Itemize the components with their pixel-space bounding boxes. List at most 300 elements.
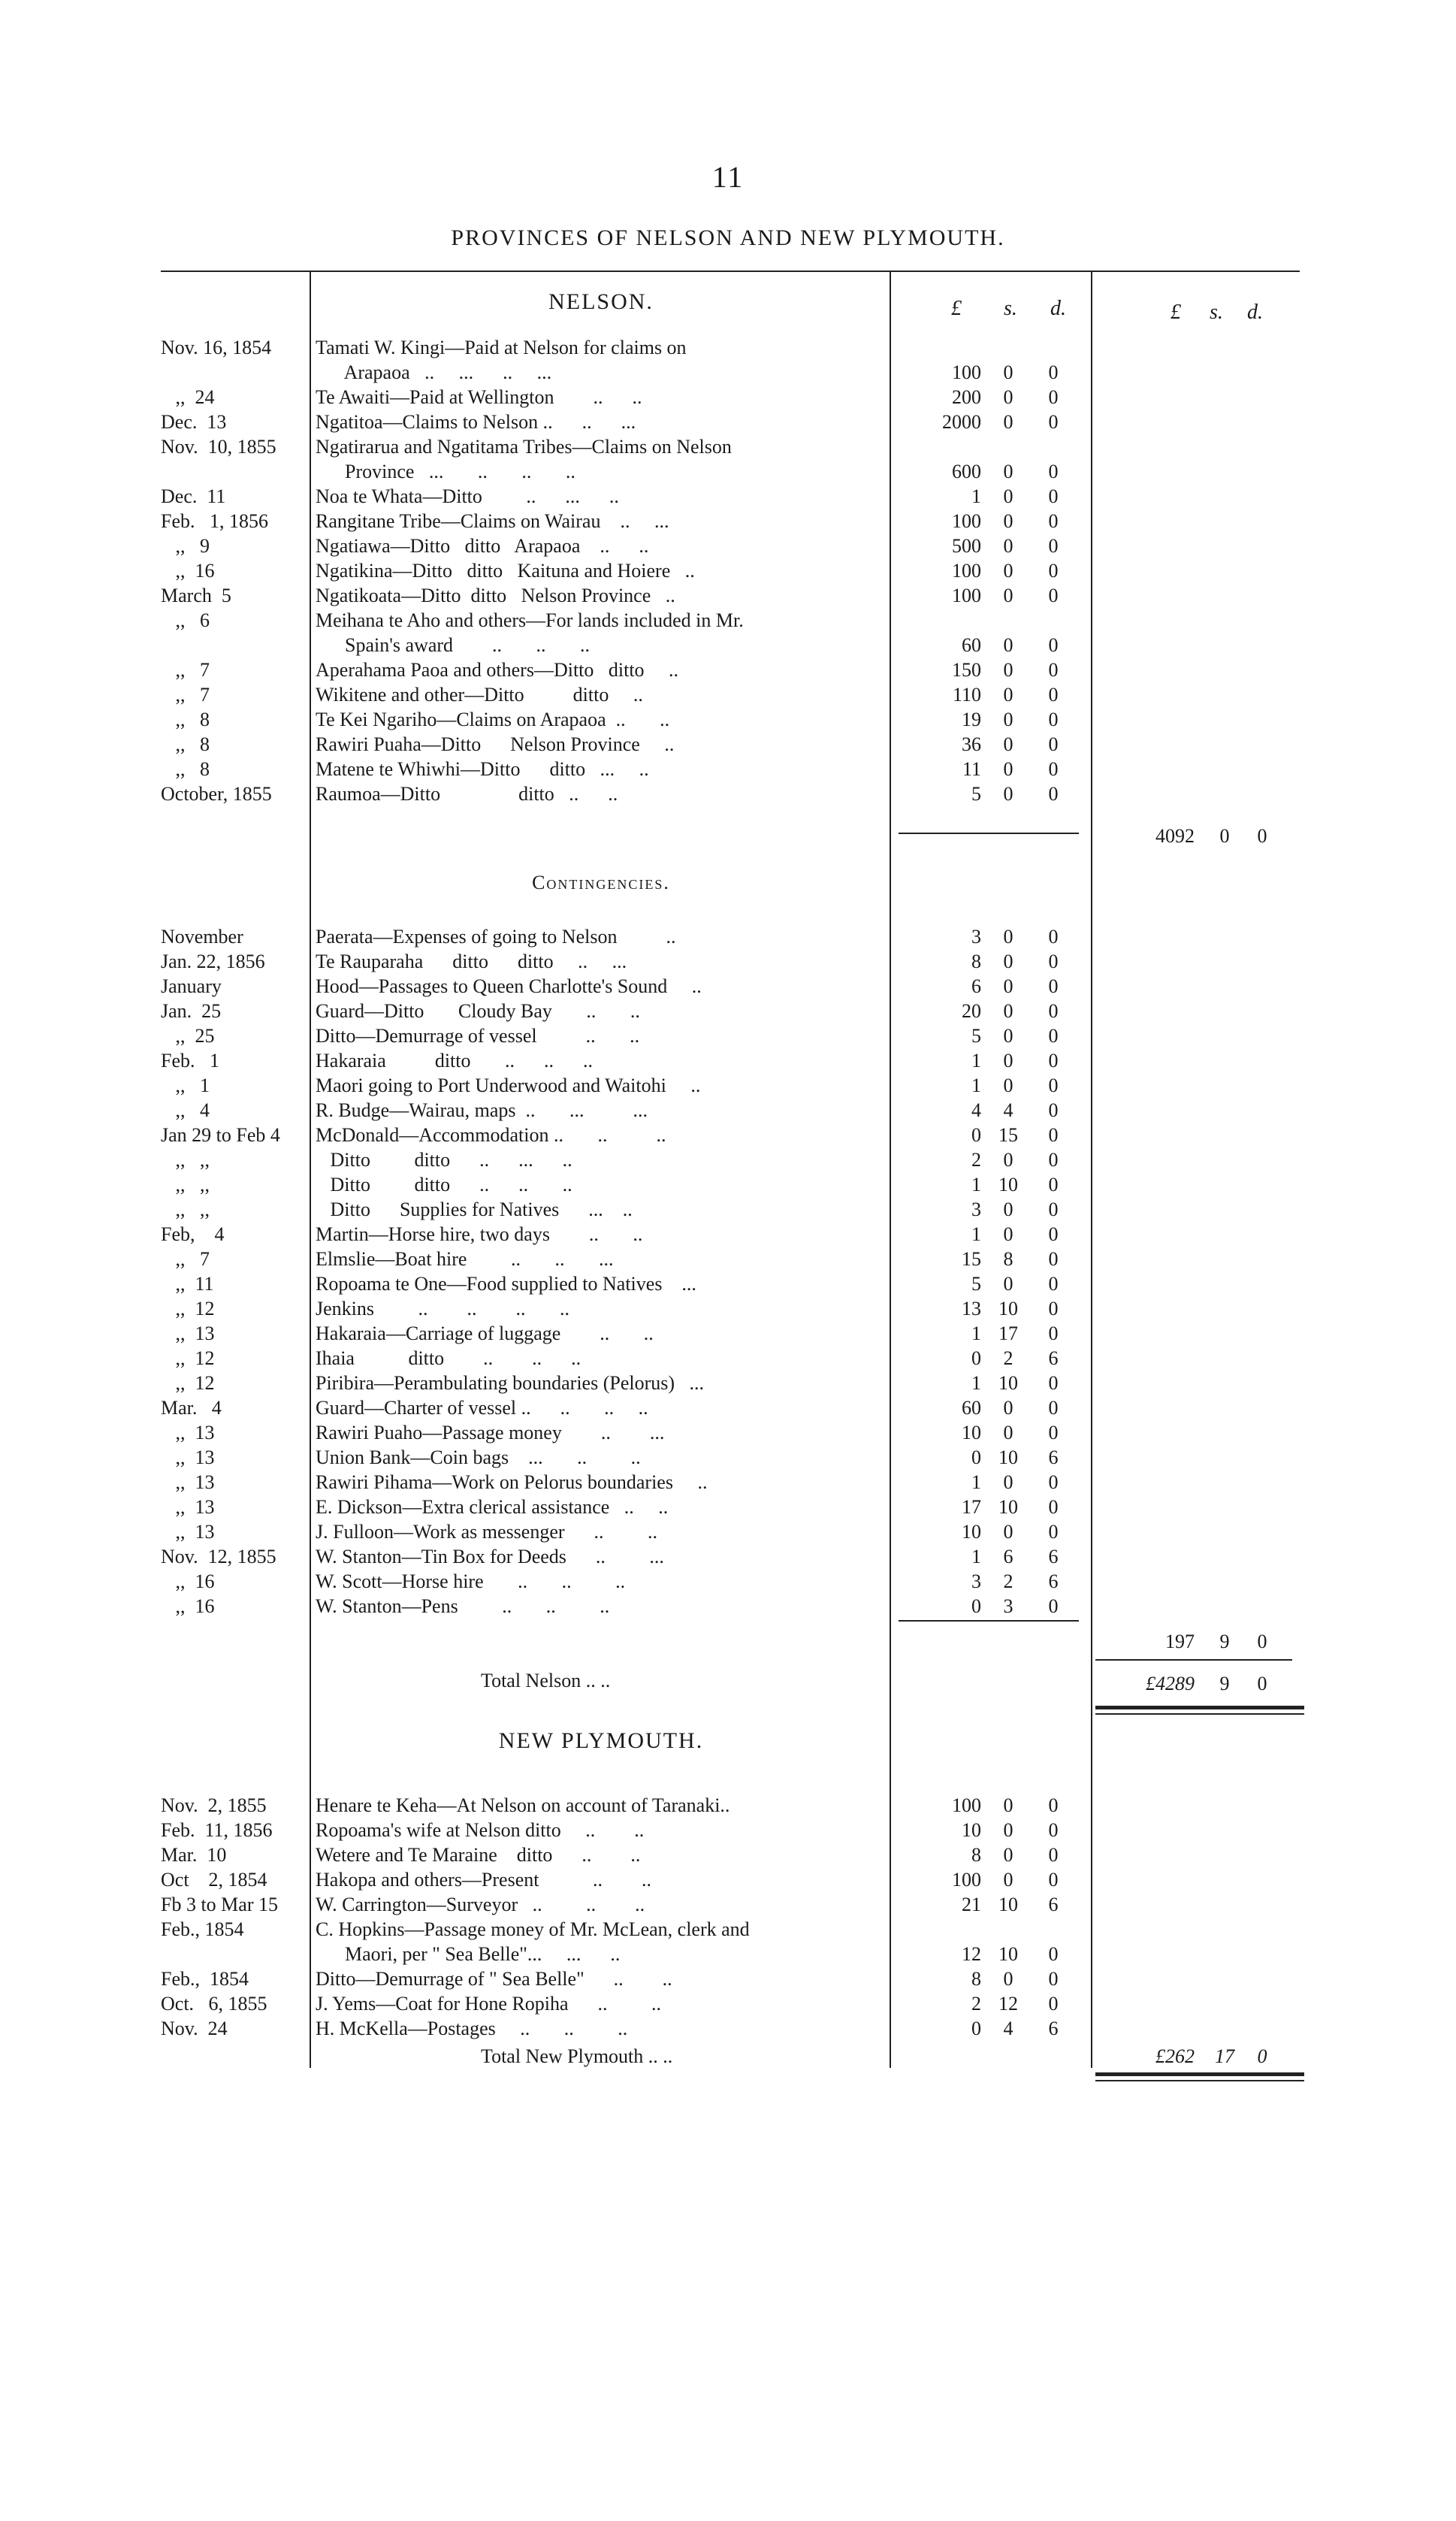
contingency-row-shillings: 0 [1003, 951, 1013, 972]
nelson-row-date: October, 1855 [161, 783, 272, 805]
contingency-row-shillings: 0 [1003, 1000, 1013, 1022]
contingency-row-shillings: 3 [1003, 1595, 1013, 1617]
contingency-row-pounds: 20 [962, 1000, 981, 1022]
contingency-row-shillings: 15 [998, 1124, 1018, 1146]
page-title: PROVINCES OF NELSON AND NEW PLYMOUTH. [451, 225, 1005, 250]
contingency-row-pence: 0 [1048, 1149, 1059, 1171]
header-pound: £ [951, 297, 962, 320]
total-new-plymouth-double-rule [1095, 2072, 1304, 2076]
contingency-row-pence: 6 [1048, 1570, 1059, 1592]
nelson-row-pounds: 60 [962, 634, 981, 656]
nelson-row-date: ,, 8 [161, 709, 210, 730]
nelson-row-shillings: 0 [1003, 783, 1013, 805]
nelson-row-pounds: 100 [952, 361, 981, 383]
contingency-row-date: ,, 16 [161, 1570, 215, 1592]
nelson-row-shillings: 0 [1003, 634, 1013, 656]
new-plymouth-row-pounds: 12 [962, 1943, 981, 1965]
nelson-row-pence: 0 [1048, 634, 1059, 656]
contingency-row-pence: 0 [1048, 1273, 1059, 1295]
contingency-row-shillings: 0 [1003, 1397, 1013, 1419]
nelson-row-pounds: 100 [952, 585, 981, 606]
new-plymouth-row-date: Feb. 11, 1856 [161, 1819, 273, 1841]
new-plymouth-row-pence: 0 [1048, 1844, 1059, 1866]
contingency-row-date: Feb. 1 [161, 1050, 219, 1072]
table-top-rule [161, 271, 1300, 272]
contingency-row-shillings: 0 [1003, 1471, 1013, 1493]
contingency-row-date: Feb, 4 [161, 1223, 225, 1245]
nelson-row-description: Spain's award .. .. .. [316, 634, 591, 656]
new-plymouth-row-description: Ditto—Demurrage of " Sea Belle" .. .. [316, 1968, 672, 1990]
contingency-row-date: ,, 13 [161, 1521, 215, 1543]
contingency-row-pence: 0 [1048, 1099, 1059, 1121]
header-total-pound: £ [1171, 301, 1181, 324]
contingency-row-pounds: 5 [971, 1025, 981, 1047]
contingency-row-description: Jenkins .. .. .. .. [316, 1298, 569, 1319]
nelson-row-pence: 0 [1048, 361, 1059, 383]
nelson-subtotal-shillings: 0 [1219, 825, 1230, 847]
contingency-row-pounds: 1 [971, 1174, 981, 1196]
contingency-row-pounds: 60 [962, 1397, 981, 1419]
nelson-row-shillings: 0 [1003, 485, 1013, 507]
total-nelson-top-rule [1095, 1659, 1292, 1661]
contingency-row-pounds: 8 [971, 951, 981, 972]
contingency-row-pence: 0 [1048, 1521, 1059, 1543]
nelson-row-pence: 0 [1048, 758, 1059, 780]
contingency-row-pence: 0 [1048, 975, 1059, 997]
contingency-row-date: Jan. 25 [161, 1000, 222, 1022]
contingency-row-description: Paerata—Expenses of going to Nelson .. [316, 926, 676, 948]
contingency-row-pounds: 1 [971, 1471, 981, 1493]
new-plymouth-row-pounds: 8 [971, 1844, 981, 1866]
nelson-row-date: March 5 [161, 585, 231, 606]
new-plymouth-row-pence: 0 [1048, 1819, 1059, 1841]
nelson-row-description: Rawiri Puaha—Ditto Nelson Province .. [316, 733, 675, 755]
new-plymouth-row-date: Nov. 24 [161, 2018, 228, 2039]
contingency-row-date: ,, 13 [161, 1496, 215, 1518]
contingency-row-pounds: 0 [971, 1446, 981, 1468]
contingency-row-description: McDonald—Accommodation .. .. .. [316, 1124, 666, 1146]
nelson-row-description: Province ... .. .. .. [316, 461, 575, 482]
new-plymouth-row-date: Feb., 1854 [161, 1968, 249, 1990]
nelson-row-pence: 0 [1048, 485, 1059, 507]
contingencies-amount-rule [899, 1620, 1079, 1622]
contingency-row-pounds: 1 [971, 1050, 981, 1072]
new-plymouth-row-pence: 0 [1048, 1794, 1059, 1816]
nelson-row-date: Dec. 13 [161, 411, 227, 433]
new-plymouth-row-description: W. Carrington—Surveyor .. .. .. [316, 1894, 645, 1915]
total-nelson-pounds: £4289 [1146, 1673, 1195, 1694]
contingency-row-date: ,, ,, [161, 1199, 210, 1220]
total-nelson-double-rule-2 [1095, 1713, 1304, 1715]
contingency-row-date: ,, 13 [161, 1322, 215, 1344]
contingency-row-date: ,, 12 [161, 1298, 215, 1319]
contingency-row-shillings: 10 [998, 1174, 1018, 1196]
contingency-row-pence: 0 [1048, 1124, 1059, 1146]
contingency-row-description: Union Bank—Coin bags ... .. .. [316, 1446, 641, 1468]
divider-amounts-totals [1091, 272, 1092, 2068]
new-plymouth-row-pence: 6 [1048, 2018, 1059, 2039]
new-plymouth-row-pounds: 10 [962, 1819, 981, 1841]
total-new-plymouth-pence: 0 [1257, 2045, 1267, 2067]
nelson-row-pence: 0 [1048, 411, 1059, 433]
contingency-row-shillings: 0 [1003, 1223, 1013, 1245]
nelson-row-description: Meihana te Aho and others—For lands included in Mr. [316, 609, 744, 631]
contingency-row-pence: 0 [1048, 926, 1059, 948]
contingency-row-description: Rawiri Pihama—Work on Pelorus boundaries .. [316, 1471, 708, 1493]
contingency-row-date: ,, 25 [161, 1025, 215, 1047]
contingency-row-pounds: 10 [962, 1521, 981, 1543]
divider-desc-amounts [890, 272, 891, 2068]
contingency-row-date: Jan. 22, 1856 [161, 951, 265, 972]
new-plymouth-row-pounds: 21 [962, 1894, 981, 1915]
nelson-row-shillings: 0 [1003, 461, 1013, 482]
contingency-row-shillings: 17 [998, 1322, 1018, 1344]
contingency-row-description: W. Stanton—Pens .. .. .. [316, 1595, 610, 1617]
contingency-row-date: ,, 13 [161, 1471, 215, 1493]
contingency-row-pence: 0 [1048, 1422, 1059, 1443]
nelson-row-pence: 0 [1048, 535, 1059, 557]
contingency-row-date: Nov. 12, 1855 [161, 1546, 276, 1567]
contingency-row-description: Ihaia ditto .. .. .. [316, 1347, 581, 1369]
contingency-row-shillings: 2 [1003, 1347, 1013, 1369]
contingency-row-shillings: 0 [1003, 1075, 1013, 1096]
new-plymouth-row-description: J. Yems—Coat for Hone Ropiha .. .. [316, 1993, 662, 2015]
nelson-row-shillings: 0 [1003, 758, 1013, 780]
contingency-row-date: ,, 1 [161, 1075, 210, 1096]
contingency-row-description: Te Rauparaha ditto ditto .. ... [316, 951, 627, 972]
contingencies-subtotal-pounds: 197 [1165, 1631, 1195, 1652]
contingency-row-description: Martin—Horse hire, two days .. .. [316, 1223, 643, 1245]
contingency-row-pounds: 15 [962, 1248, 981, 1270]
new-plymouth-row-shillings: 10 [998, 1894, 1018, 1915]
contingency-row-pence: 0 [1048, 1372, 1059, 1394]
nelson-row-pounds: 150 [952, 659, 981, 681]
nelson-row-shillings: 0 [1003, 535, 1013, 557]
contingency-row-pence: 0 [1048, 1050, 1059, 1072]
nelson-subtotal-pounds: 4092 [1155, 825, 1195, 847]
contingency-row-pence: 6 [1048, 1446, 1059, 1468]
new-plymouth-row-description: Hakopa and others—Present .. .. [316, 1869, 651, 1891]
nelson-row-description: Noa te Whata—Ditto .. ... .. [316, 485, 619, 507]
contingency-row-date: ,, ,, [161, 1149, 210, 1171]
nelson-row-date: ,, 7 [161, 659, 210, 681]
contingency-row-pence: 0 [1048, 1000, 1059, 1022]
new-plymouth-row-shillings: 4 [1003, 2018, 1013, 2039]
nelson-row-shillings: 0 [1003, 684, 1013, 706]
new-plymouth-row-shillings: 0 [1003, 1844, 1013, 1866]
contingency-row-date: ,, ,, [161, 1174, 210, 1196]
nelson-row-pence: 0 [1048, 783, 1059, 805]
contingency-row-date: ,, 11 [161, 1273, 214, 1295]
contingency-row-pence: 0 [1048, 951, 1059, 972]
contingency-row-shillings: 4 [1003, 1099, 1013, 1121]
contingency-row-pounds: 10 [962, 1422, 981, 1443]
contingency-row-shillings: 0 [1003, 1050, 1013, 1072]
contingencies-subtotal-pence: 0 [1257, 1631, 1267, 1652]
contingency-row-description: Ditto Supplies for Natives ... .. [316, 1199, 633, 1220]
contingency-row-description: Ditto ditto .. ... .. [316, 1149, 572, 1171]
contingency-row-pence: 0 [1048, 1471, 1059, 1493]
contingency-row-date: Jan 29 to Feb 4 [161, 1124, 280, 1146]
contingency-row-date: ,, 13 [161, 1446, 215, 1468]
new-plymouth-row-description: C. Hopkins—Passage money of Mr. McLean, clerk and [316, 1918, 750, 1940]
nelson-row-date: ,, 16 [161, 560, 215, 582]
nelson-row-shillings: 0 [1003, 659, 1013, 681]
contingency-row-pence: 0 [1048, 1496, 1059, 1518]
contingency-row-shillings: 0 [1003, 1422, 1013, 1443]
new-plymouth-row-shillings: 10 [998, 1943, 1018, 1965]
nelson-row-shillings: 0 [1003, 361, 1013, 383]
nelson-row-date: ,, 24 [161, 386, 215, 408]
nelson-row-description: Tamati W. Kingi—Paid at Nelson for claims on [316, 337, 687, 358]
new-plymouth-row-date: Oct 2, 1854 [161, 1869, 267, 1891]
nelson-row-date: Feb. 1, 1856 [161, 510, 268, 532]
contingency-row-pence: 6 [1048, 1546, 1059, 1567]
new-plymouth-row-date: Fb 3 to Mar 15 [161, 1894, 278, 1915]
contingency-row-date: ,, 12 [161, 1372, 215, 1394]
contingency-row-description: Ditto ditto .. .. .. [316, 1174, 572, 1196]
nelson-row-pence: 0 [1048, 510, 1059, 532]
nelson-row-shillings: 0 [1003, 585, 1013, 606]
contingency-row-pounds: 3 [971, 926, 981, 948]
contingencies-subtotal-shillings: 9 [1219, 1631, 1230, 1652]
contingency-row-shillings: 0 [1003, 1025, 1013, 1047]
contingency-row-date: ,, 4 [161, 1099, 210, 1121]
new-plymouth-row-shillings: 12 [998, 1993, 1018, 2015]
new-plymouth-row-date: Oct. 6, 1855 [161, 1993, 267, 2015]
contingency-row-description: Elmslie—Boat hire .. .. ... [316, 1248, 614, 1270]
new-plymouth-row-shillings: 0 [1003, 1968, 1013, 1990]
contingency-row-pounds: 17 [962, 1496, 981, 1518]
nelson-row-pounds: 2000 [942, 411, 981, 433]
contingency-row-pence: 0 [1048, 1397, 1059, 1419]
contingency-row-pence: 0 [1048, 1322, 1059, 1344]
nelson-row-date: ,, 7 [161, 684, 210, 706]
nelson-row-description: Ngatikoata—Ditto ditto Nelson Province .. [316, 585, 675, 606]
new-plymouth-row-pounds: 100 [952, 1869, 981, 1891]
contingency-row-pounds: 1 [971, 1075, 981, 1096]
nelson-row-pounds: 500 [952, 535, 981, 557]
contingency-row-shillings: 10 [998, 1496, 1018, 1518]
contingency-row-shillings: 0 [1003, 975, 1013, 997]
header-pence: d. [1050, 297, 1066, 320]
total-nelson-double-rule [1095, 1706, 1304, 1709]
nelson-row-date: Nov. 16, 1854 [161, 337, 272, 358]
nelson-row-date: Dec. 11 [161, 485, 226, 507]
nelson-row-shillings: 0 [1003, 709, 1013, 730]
nelson-row-description: Wikitene and other—Ditto ditto .. [316, 684, 643, 706]
nelson-row-pence: 0 [1048, 684, 1059, 706]
contingency-row-pounds: 3 [971, 1199, 981, 1220]
nelson-row-date: Nov. 10, 1855 [161, 436, 276, 458]
contingency-row-pence: 0 [1048, 1595, 1059, 1617]
contingency-row-shillings: 0 [1003, 1199, 1013, 1220]
nelson-row-shillings: 0 [1003, 510, 1013, 532]
total-nelson-shillings: 9 [1219, 1673, 1230, 1694]
new-plymouth-heading: NEW PLYMOUTH. [498, 1728, 704, 1753]
nelson-row-shillings: 0 [1003, 411, 1013, 433]
new-plymouth-row-description: Ropoama's wife at Nelson ditto .. .. [316, 1819, 645, 1841]
contingency-row-pence: 0 [1048, 1298, 1059, 1319]
contingency-row-pounds: 1 [971, 1372, 981, 1394]
new-plymouth-row-pence: 0 [1048, 1968, 1059, 1990]
contingency-row-date: ,, 12 [161, 1347, 215, 1369]
nelson-row-description: Ngatiawa—Ditto ditto Arapaoa .. .. [316, 535, 649, 557]
contingency-row-date: ,, 13 [161, 1422, 215, 1443]
new-plymouth-row-pounds: 0 [971, 2018, 981, 2039]
nelson-row-pounds: 11 [962, 758, 981, 780]
contingency-row-description: Guard—Ditto Cloudy Bay .. .. [316, 1000, 640, 1022]
contingency-row-description: Ropoama te One—Food supplied to Natives ... [316, 1273, 696, 1295]
contingency-row-pence: 6 [1048, 1347, 1059, 1369]
contingency-row-pounds: 13 [962, 1298, 981, 1319]
contingency-row-pounds: 4 [971, 1099, 981, 1121]
contingency-row-description: R. Budge—Wairau, maps .. ... ... [316, 1099, 648, 1121]
total-new-plymouth-double-rule-2 [1095, 2080, 1304, 2081]
new-plymouth-row-shillings: 0 [1003, 1794, 1013, 1816]
header-total-pence: d. [1247, 301, 1263, 324]
total-nelson-pence: 0 [1257, 1673, 1267, 1694]
contingency-row-pounds: 1 [971, 1223, 981, 1245]
nelson-row-pounds: 100 [952, 560, 981, 582]
new-plymouth-row-description: Henare te Keha—At Nelson on account of Taranaki.. [316, 1794, 730, 1816]
nelson-row-pence: 0 [1048, 659, 1059, 681]
nelson-row-pounds: 1 [971, 485, 981, 507]
nelson-row-description: Te Kei Ngariho—Claims on Arapaoa .. .. [316, 709, 670, 730]
contingency-row-shillings: 10 [998, 1446, 1018, 1468]
contingency-row-description: Maori going to Port Underwood and Waitohi .. [316, 1075, 701, 1096]
new-plymouth-row-shillings: 0 [1003, 1819, 1013, 1841]
contingency-row-pounds: 0 [971, 1347, 981, 1369]
contingency-row-pence: 0 [1048, 1075, 1059, 1096]
nelson-row-pence: 0 [1048, 560, 1059, 582]
nelson-row-pence: 0 [1048, 386, 1059, 408]
contingency-row-shillings: 0 [1003, 926, 1013, 948]
contingency-row-date: January [161, 975, 222, 997]
new-plymouth-row-shillings: 0 [1003, 1869, 1013, 1891]
nelson-row-date: ,, 6 [161, 609, 210, 631]
nelson-row-shillings: 0 [1003, 560, 1013, 582]
nelson-row-description: Ngatirarua and Ngatitama Tribes—Claims on Nelson [316, 436, 732, 458]
contingency-row-description: Rawiri Puaho—Passage money .. ... [316, 1422, 665, 1443]
contingency-row-pounds: 0 [971, 1124, 981, 1146]
contingency-row-date: Mar. 4 [161, 1397, 222, 1419]
total-new-plymouth-label: Total New Plymouth .. .. [481, 2045, 673, 2067]
nelson-amount-rule [899, 833, 1079, 834]
contingency-row-shillings: 10 [998, 1298, 1018, 1319]
contingency-row-pounds: 1 [971, 1322, 981, 1344]
contingency-row-description: Piribira—Perambulating boundaries (Pelorus) ... [316, 1372, 705, 1394]
contingency-row-date: ,, 7 [161, 1248, 210, 1270]
contingencies-heading: Contingencies. [532, 872, 670, 893]
nelson-row-pence: 0 [1048, 461, 1059, 482]
contingency-row-description: Hakaraia ditto .. .. .. [316, 1050, 593, 1072]
nelson-row-shillings: 0 [1003, 386, 1013, 408]
nelson-subtotal-pence: 0 [1257, 825, 1267, 847]
total-nelson-label: Total Nelson .. .. [481, 1670, 611, 1691]
header-shilling: s. [1004, 297, 1017, 320]
contingency-row-shillings: 8 [1003, 1248, 1013, 1270]
contingency-row-shillings: 0 [1003, 1521, 1013, 1543]
nelson-row-description: Rangitane Tribe—Claims on Wairau .. ... [316, 510, 669, 532]
new-plymouth-row-description: Wetere and Te Maraine ditto .. .. [316, 1844, 641, 1866]
new-plymouth-row-pence: 0 [1048, 1869, 1059, 1891]
new-plymouth-row-pounds: 2 [971, 1993, 981, 2015]
contingency-row-pounds: 5 [971, 1273, 981, 1295]
contingency-row-description: E. Dickson—Extra clerical assistance .. .. [316, 1496, 669, 1518]
new-plymouth-row-pounds: 100 [952, 1794, 981, 1816]
contingency-row-pence: 0 [1048, 1174, 1059, 1196]
contingency-row-pounds: 0 [971, 1595, 981, 1617]
contingency-row-pence: 0 [1048, 1199, 1059, 1220]
total-new-plymouth-pounds: £262 [1155, 2045, 1195, 2067]
new-plymouth-row-pence: 0 [1048, 1993, 1059, 2015]
new-plymouth-row-description: H. McKella—Postages .. .. .. [316, 2018, 628, 2039]
contingency-row-description: J. Fulloon—Work as messenger .. .. [316, 1521, 658, 1543]
nelson-row-pence: 0 [1048, 733, 1059, 755]
nelson-heading: NELSON. [548, 289, 654, 314]
page-number: 11 [711, 160, 745, 194]
contingency-row-pounds: 1 [971, 1546, 981, 1567]
new-plymouth-row-pence: 0 [1048, 1943, 1059, 1965]
contingency-row-pounds: 6 [971, 975, 981, 997]
nelson-row-description: Aperahama Paoa and others—Ditto ditto .. [316, 659, 679, 681]
contingency-row-shillings: 10 [998, 1372, 1018, 1394]
nelson-row-pounds: 110 [952, 684, 981, 706]
contingency-row-shillings: 0 [1003, 1273, 1013, 1295]
contingency-row-shillings: 0 [1003, 1149, 1013, 1171]
header-total-shilling: s. [1210, 301, 1223, 324]
contingency-row-description: W. Stanton—Tin Box for Deeds .. ... [316, 1546, 664, 1567]
nelson-row-date: ,, 8 [161, 758, 210, 780]
nelson-row-pounds: 200 [952, 386, 981, 408]
new-plymouth-row-date: Feb., 1854 [161, 1918, 244, 1940]
nelson-row-date: ,, 9 [161, 535, 210, 557]
contingency-row-date: ,, 16 [161, 1595, 215, 1617]
contingency-row-date: November [161, 926, 243, 948]
contingency-row-pence: 0 [1048, 1248, 1059, 1270]
contingency-row-shillings: 2 [1003, 1570, 1013, 1592]
contingency-row-description: Guard—Charter of vessel .. .. .. .. [316, 1397, 648, 1419]
new-plymouth-row-date: Mar. 10 [161, 1844, 227, 1866]
nelson-row-pence: 0 [1048, 709, 1059, 730]
nelson-row-pounds: 5 [971, 783, 981, 805]
nelson-row-description: Arapaoa .. ... .. ... [316, 361, 552, 383]
new-plymouth-row-pence: 6 [1048, 1894, 1059, 1915]
contingency-row-description: Ditto—Demurrage of vessel .. .. [316, 1025, 640, 1047]
new-plymouth-row-date: Nov. 2, 1855 [161, 1794, 267, 1816]
nelson-row-pounds: 19 [962, 709, 981, 730]
nelson-row-date: ,, 8 [161, 733, 210, 755]
total-new-plymouth-shillings: 17 [1215, 2045, 1234, 2067]
nelson-row-pounds: 36 [962, 733, 981, 755]
nelson-row-pounds: 600 [952, 461, 981, 482]
nelson-row-pounds: 100 [952, 510, 981, 532]
contingency-row-description: Hood—Passages to Queen Charlotte's Sound .. [316, 975, 702, 997]
nelson-row-description: Raumoa—Ditto ditto .. .. [316, 783, 618, 805]
new-plymouth-row-pounds: 8 [971, 1968, 981, 1990]
nelson-row-shillings: 0 [1003, 733, 1013, 755]
contingency-row-pounds: 2 [971, 1149, 981, 1171]
nelson-row-description: Te Awaiti—Paid at Wellington .. .. [316, 386, 642, 408]
contingency-row-description: Hakaraia—Carriage of luggage .. .. [316, 1322, 654, 1344]
contingency-row-shillings: 6 [1003, 1546, 1013, 1567]
new-plymouth-row-description: Maori, per " Sea Belle"... ... .. [316, 1943, 621, 1965]
nelson-row-description: Ngatikina—Ditto ditto Kaituna and Hoiere .. [316, 560, 695, 582]
contingency-row-pence: 0 [1048, 1223, 1059, 1245]
contingency-row-pounds: 3 [971, 1570, 981, 1592]
contingency-row-description: W. Scott—Horse hire .. .. .. [316, 1570, 626, 1592]
